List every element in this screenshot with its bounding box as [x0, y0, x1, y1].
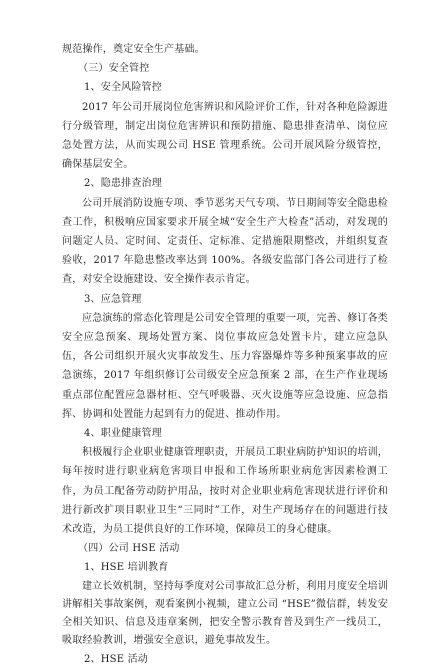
document-body [62, 40, 388, 669]
subheading-occupational-health: 4、职业健康管理 [84, 428, 162, 440]
paragraph-risk-control: 2017 年公司开展岗位危害辨识和风险评价工作，针对各种危险源进行分级管理，制定出岗位危害辨识和预防措施、隐患排查清单、岗位应急处置方法，从而实现公司 HSE 管理系统。公司开展风险分级管控，确保基层安全。 [62, 101, 388, 171]
section-heading-hse-activities: （四）公司 HSE 活动 [78, 543, 180, 555]
subheading-hse-training: 1、HSE 培训教育 [84, 562, 169, 574]
paragraph-hse-training: 建立长效机制，坚持每季度对公司事故汇总分析，利用月度安全培训讲解相关事故案例，观看案例小视频，建立公司 “HSE”微信群，转发安全相关知识、信息及违章案例，把安全警示教育普及到生产一线员工，吸取经验教训，增强安全意识，避免事故发生。 [62, 580, 388, 646]
paragraph-emergency-management: 应急演练的常态化管理是公司安全管理的重要一项，完善、修订各类安全应急预案、现场处置方案、岗位事故应急处置卡片，建立应急队伍，各公司组织开展火灾事故发生、压力容器爆炸等多种预案事故的应急演练，2017 年组织修订公司级安全应急预案 2 部，在生产作业现场重点部位配置应急器材柜、空气呼吸器、灭火设施等应急设施、应急指挥、协调和处置能力起到有力的促进、推动作用。 [62, 312, 388, 420]
subheading-emergency-management: 3、应急管理 [84, 293, 142, 305]
paragraph-occupational-health: 积极履行企业职业健康管理职责，开展员工职业病防护知识的培训，每年按时进行职业病危害项目申报和工作场所职业病危害因素检测工作，为员工配备劳动防护用品，按时对企业职业病危害现状进行评价和进行新改扩项目职业卫生“三同时”工作，对生产现场存在的问题进行技术改造，为员工提供良好的工作环境，保障员工的身心健康。 [62, 447, 388, 536]
subheading-hazard-inspection: 2、隐患排查治理 [84, 178, 162, 190]
section-heading-safety-control: （三）安全管控 [78, 63, 150, 75]
opening-line: 规范操作，奠定安全生产基础。 [62, 44, 205, 55]
paragraph-hazard-inspection: 公司开展消防设施专项、季节恶劣天气专项、节日期间等安全隐患检查工作，积极响应国家要求开展全城“安全生产大检查”活动，对发现的问题定人员、定时间、定责任、定标准、定措施限期整改，并组织复查验收，2017 年隐患整改率达到 100%。各级安监部门各公司进行了检查，对安全设施建设、安全操作表示肯定。 [62, 197, 388, 286]
subheading-hse-activity: 2、HSE 活动 [84, 653, 149, 665]
subheading-risk-control: 1、安全风险管控 [84, 82, 162, 94]
